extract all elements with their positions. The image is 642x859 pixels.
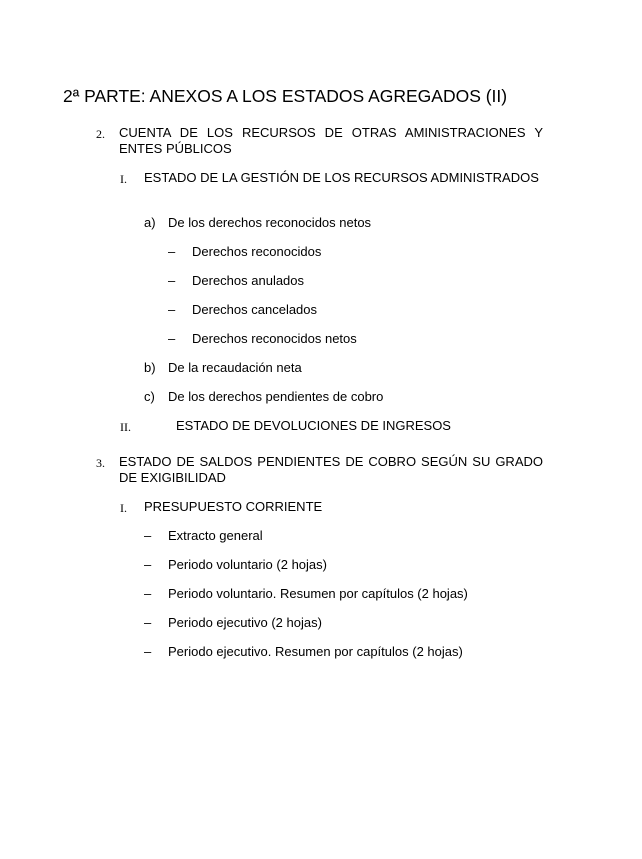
subitem-label: Derechos reconocidos [192, 244, 322, 259]
subitem-marker: – [168, 302, 176, 317]
item-marker: c) [144, 389, 155, 404]
subsection-heading: PRESUPUESTO CORRIENTE [144, 499, 323, 514]
subitem-label: Derechos reconocidos netos [192, 331, 357, 346]
subsection-number: I. [120, 501, 127, 515]
subsection-heading: ESTADO DE DEVOLUCIONES DE INGRESOS [176, 418, 451, 433]
subsection-number: II. [120, 420, 131, 434]
section-heading: ESTADO DE SALDOS PENDIENTES DE COBRO SEGÚN SU GRADO DE EXIGIBILIDAD [119, 454, 543, 485]
item-marker: b) [144, 360, 156, 375]
subitem-marker: – [168, 273, 176, 288]
subitem-marker: – [168, 331, 176, 346]
item-label: Periodo voluntario (2 hojas) [168, 557, 327, 572]
section-heading: CUENTA DE LOS RECURSOS DE OTRAS AMINISTRACIONES Y ENTES PÚBLICOS [119, 125, 543, 156]
item-label: Periodo voluntario. Resumen por capítulos (2 hojas) [168, 586, 468, 601]
item-label: De la recaudación neta [168, 360, 302, 375]
item-label: Periodo ejecutivo (2 hojas) [168, 615, 322, 630]
item-marker: – [144, 644, 152, 659]
item-label: Extracto general [168, 528, 263, 543]
item-label: De los derechos reconocidos netos [168, 215, 372, 230]
item-label: Periodo ejecutivo. Resumen por capítulos (2 hojas) [168, 644, 463, 659]
subitem-marker: – [168, 244, 176, 259]
item-marker: – [144, 557, 152, 572]
subsection-number: I. [120, 172, 127, 186]
section-number: 3. [96, 456, 105, 470]
item-marker: – [144, 528, 152, 543]
subitem-label: Derechos cancelados [192, 302, 318, 317]
item-marker: – [144, 615, 152, 630]
subsection-heading: ESTADO DE LA GESTIÓN DE LOS RECURSOS ADMINISTRADOS [144, 170, 539, 185]
item-label: De los derechos pendientes de cobro [168, 389, 384, 404]
item-marker: a) [144, 215, 156, 230]
page-title: 2ª PARTE: ANEXOS A LOS ESTADOS AGREGADOS (II) [63, 86, 508, 106]
section-number: 2. [96, 127, 105, 141]
subitem-label: Derechos anulados [192, 273, 305, 288]
item-marker: – [144, 586, 152, 601]
